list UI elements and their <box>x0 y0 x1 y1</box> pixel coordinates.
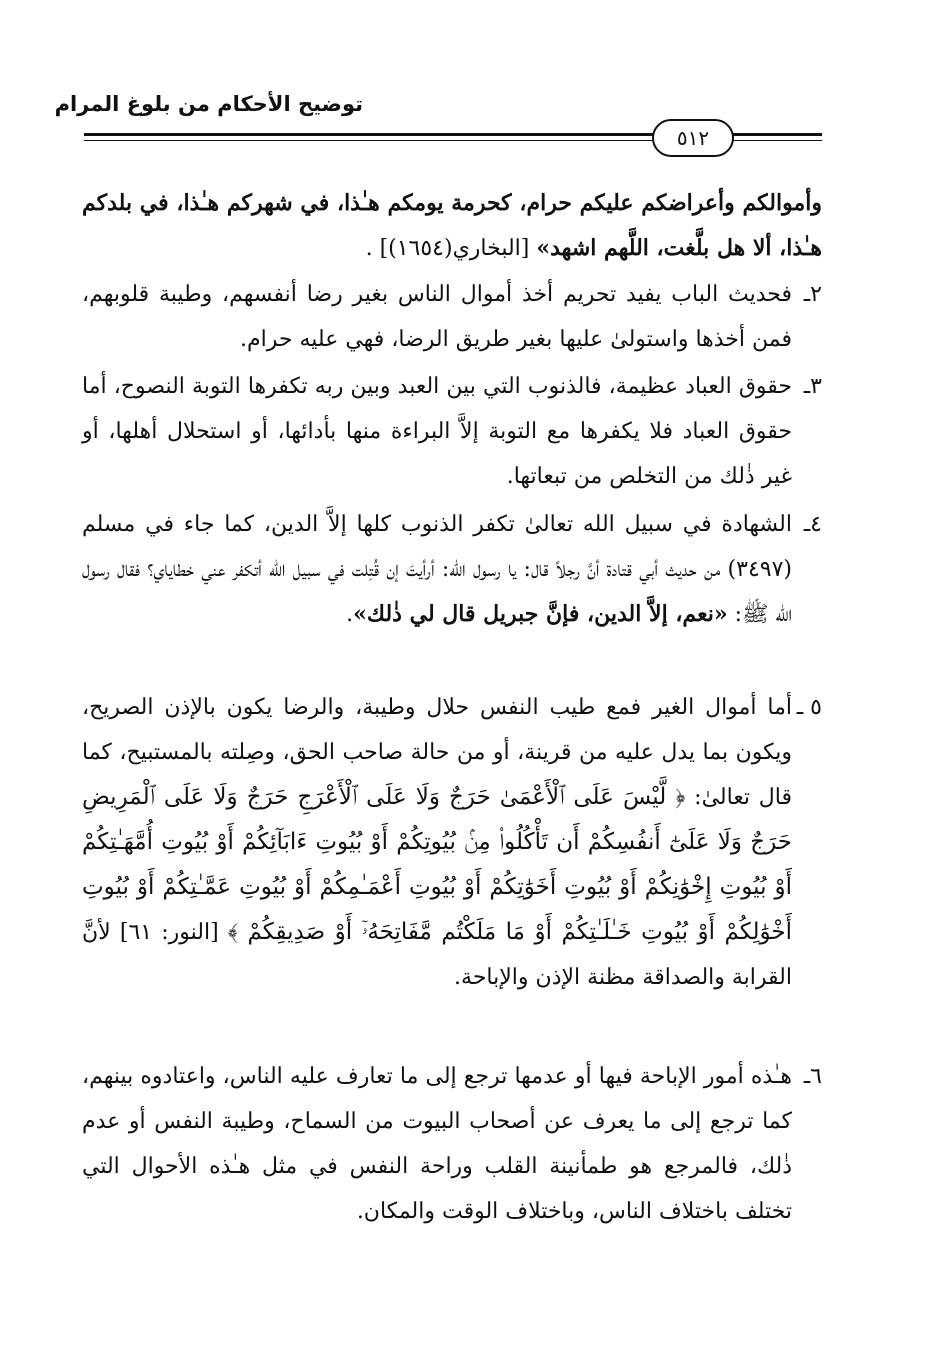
item-text-end: . <box>346 602 354 627</box>
running-header-title: توضيح الأحكام من بلوغ المرام <box>54 92 363 116</box>
continuation-paragraph <box>82 181 822 271</box>
list-item-2 <box>82 272 822 362</box>
item-text: الشهادة في سبيل الله تعالىٰ تكفر الذنوب كلها إلاَّ الدين، كما جاء في مسلم (٣٤٩٧) من حديث أبي قتادة أنَّ رجلاً قال: يا رسول الله: أرأيتَ إن قُتِلت في سبيل الله أتكفر عني خطاياي؟ فقال رسول الله ﷺ: <box>82 512 792 627</box>
item-number: ٣ـ <box>803 374 822 399</box>
hadith-quote-continuation: وأموالكم وأعراضكم عليكم حرام، كحرمة يومكم هـٰذا، في شهركم هـٰذا، في بلدكم هـٰذا، ألا هل بلَّغت، اللَّهم اشهد» <box>82 190 822 261</box>
list-item-4 <box>82 502 822 637</box>
page-number-frame <box>652 119 734 157</box>
item-text: فحديث الباب يفيد تحريم أخذ أموال الناس بغير رضا أنفسهم، وطيبة قلوبهم، فمن أخذها واستولىٰ عليها بغير طريق الرضا، فهي عليه حرام. <box>82 282 792 352</box>
item-text: حقوق العباد عظيمة، فالذنوب التي بين العبد وبين ربه تكفرها التوبة النصوح، أما حقوق العباد فلا يكفرها مع التوبة إلاَّ البراءة منها بأدائها، أو استحلال أهلها، أو غير ذٰلك من التخلص من تبعاتها. <box>82 374 792 489</box>
quran-verse: ﴿ لَّيْسَ عَلَى ٱلْأَعْمَىٰ حَرَجٌ وَلَا عَلَى ٱلْأَعْرَجِ حَرَجٌ وَلَا عَلَى ٱلْمَرِيضِ حَرَجٌ وَلَا عَلَىٰٓ أَنفُسِكُمْ أَن تَأْكُلُوا۟ مِنۢ بُيُوتِكُمْ أَوْ بُيُوتِ ءَابَآئِكُمْ أَوْ بُيُوتِ أُمَّهَـٰتِكُمْ أَوْ بُيُوتِ إِخْوَٰنِكُمْ أَوْ بُيُوتِ أَخَوَٰتِكُمْ أَوْ بُيُوتِ أَعْمَـٰمِكُمْ أَوْ بُيُوتِ عَمَّـٰتِكُمْ أَوْ بُيُوتِ أَخْوَٰلِكُمْ أَوْ بُيُوتِ خَـٰلَـٰتِكُمْ أَوْ مَا مَلَكْتُم مَّفَاتِحَهُۥٓ أَوْ صَدِيقِكُمْ ﴾ <box>82 784 792 945</box>
item-number: ٢ـ <box>803 282 822 307</box>
item-number: ٤ـ <box>803 512 822 537</box>
list-item-3 <box>82 364 822 499</box>
page-number: ٥١٢ <box>676 126 710 150</box>
item-number: ٦ـ <box>803 1064 822 1089</box>
item-number: ٥ ـ <box>796 695 822 720</box>
list-item-6 <box>82 1054 822 1234</box>
item-text: هـٰذه أمور الإباحة فيها أو عدمها ترجع إلى ما تعارف عليه الناس، واعتادوه بينهم، كما ترجع إلى ما يعرف عن أصحاب البيوت من السماح، وطيبة النفس أو عدم ذٰلك، فالمرجع هو طمأنينة القلب وراحة النفس في مثل هـٰذه الأحوال التي تختلف باختلاف الناس، وباختلاف الوقت والمكان. <box>82 1064 792 1224</box>
prophet-quote: «نعم، إلاَّ الدين، فإنَّ جبريل قال لي ذٰلك» <box>353 601 728 627</box>
list-item-5 <box>82 685 822 1000</box>
hadith-reference: [البخاري(١٦٥٤)] . <box>365 236 537 261</box>
item-text-continued: [النور: ٦١] لأنَّ القرابة والصداقة مظنة الإذن والإباحة. <box>82 920 792 990</box>
item-text: أما أموال الغير فمع طيب النفس حلال وطيبة، والرضا يكون بالإذن الصريح، ويكون بما يدل عليه من قرينة، أو من حالة صاحب الحق، وصِلته بالمستبيح، كما قال تعالىٰ: <box>82 695 792 810</box>
